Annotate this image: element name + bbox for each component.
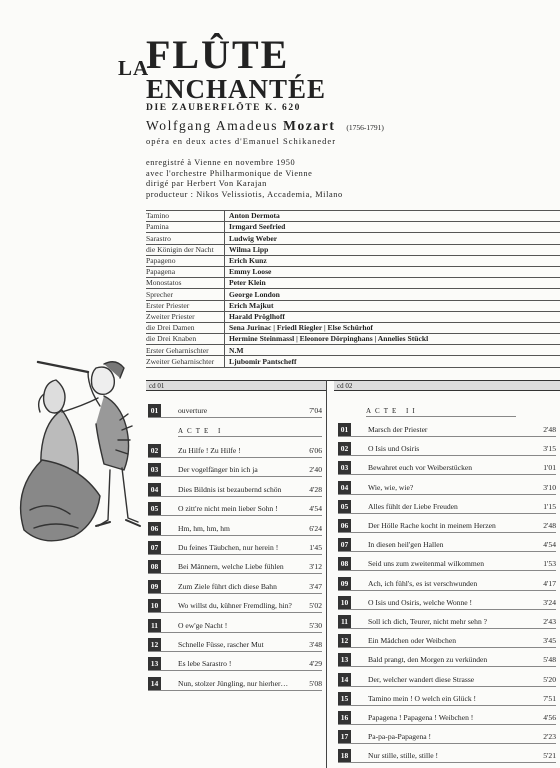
- cast-role: Erster Priester: [146, 300, 225, 311]
- track-title: ouverture: [178, 406, 208, 415]
- cast-role: Papagena: [146, 266, 225, 277]
- track-number: 14: [338, 673, 351, 686]
- track-title: Marsch der Priester: [368, 425, 428, 434]
- track-title: O zitt're nicht mein lieber Sohn !: [178, 504, 278, 514]
- cast-row: [146, 289, 560, 300]
- track-number: 08: [338, 557, 351, 570]
- track-row[interactable]: [148, 483, 322, 497]
- track-duration: 7'51: [543, 693, 556, 703]
- track-duration: 1'53: [543, 559, 556, 569]
- track-number: 17: [338, 730, 351, 743]
- track-number: 05: [338, 500, 351, 513]
- track-duration: 5'48: [543, 655, 556, 665]
- track-title: Seid uns zum zweitenmal wilkommen: [368, 559, 484, 569]
- track-title: Zum Ziele führt dich diese Bahn: [178, 581, 277, 591]
- track-row[interactable]: [148, 444, 322, 458]
- track-row[interactable]: [148, 404, 322, 418]
- cast-role: Zweiter Geharnischter: [146, 356, 225, 367]
- track-row[interactable]: [338, 461, 556, 475]
- cast-role: die Drei Knaben: [146, 334, 225, 345]
- cast-singer: Wilma Lipp: [225, 244, 560, 255]
- track-title: Dies Bildnis ist bezaubernd schön: [178, 484, 282, 494]
- track-title: Tamino mein ! O welch ein Glück !: [368, 693, 477, 703]
- cast-row: [146, 356, 560, 367]
- track-row[interactable]: [148, 677, 322, 691]
- track-duration: 1'01: [543, 463, 556, 473]
- track-row[interactable]: [338, 519, 556, 533]
- cast-row: [146, 211, 560, 222]
- track-number: 02: [148, 444, 161, 457]
- track-title: O ew'ge Nacht !: [178, 620, 228, 630]
- cast-row: [146, 244, 560, 255]
- track-number: 02: [338, 442, 351, 455]
- track-row[interactable]: [338, 596, 556, 610]
- track-duration: 1'45: [309, 543, 322, 552]
- track-title: Pa-pa-pa-Papagena !: [368, 732, 432, 742]
- cast-row: [146, 311, 560, 322]
- track-duration: 5'20: [543, 674, 556, 684]
- track-row[interactable]: [148, 541, 322, 555]
- track-duration: 3'10: [543, 482, 556, 492]
- track-title: Nur stille, stille, stille !: [368, 751, 439, 761]
- track-title: Schnelle Füsse, rascher Mut: [178, 640, 264, 649]
- track-number: 16: [338, 711, 351, 724]
- cast-singer: Erich Majkut: [225, 300, 560, 311]
- recording-info: [146, 158, 343, 200]
- track-duration: 6'24: [309, 523, 322, 533]
- cast-role: Sprecher: [146, 289, 225, 300]
- opera-line: opéra en deux actes d'Emanuel Schikaneder: [146, 136, 337, 146]
- track-row[interactable]: [148, 463, 322, 477]
- track-number: 07: [338, 538, 351, 551]
- cast-row: [146, 345, 560, 356]
- track-title: Wo willst du, kühner Fremdling, hin?: [178, 601, 292, 611]
- track-duration: 2'48: [543, 521, 556, 530]
- track-duration: 4'28: [309, 484, 322, 494]
- track-duration: 2'23: [543, 732, 556, 742]
- recording-line-3: dirigé par Herbert Von Karajan: [146, 179, 267, 189]
- track-number: 03: [338, 461, 351, 474]
- track-title: Bewahret euch vor Weiberstücken: [368, 463, 473, 473]
- cast-singer: Anton Dermota: [225, 211, 560, 222]
- cast-singer: Harald Pröglhoff: [225, 311, 560, 322]
- track-title: Der, welcher wandert diese Strasse: [368, 674, 475, 684]
- track-row[interactable]: [338, 730, 556, 744]
- track-row[interactable]: [148, 522, 322, 536]
- cast-singer: N.M: [225, 345, 560, 356]
- track-row[interactable]: [338, 577, 556, 591]
- track-duration: 7'04: [309, 406, 322, 415]
- track-duration: 2'43: [543, 617, 556, 626]
- track-title: Es lebe Sarastro !: [178, 659, 232, 669]
- cast-role: Sarastro: [146, 233, 225, 244]
- title-enchantee: ENCHANTÉE: [146, 74, 327, 104]
- track-title: Wie, wie, wie?: [368, 482, 414, 492]
- track-row[interactable]: [338, 615, 556, 629]
- track-number: 14: [148, 677, 161, 690]
- track-number: 12: [148, 638, 161, 651]
- cast-row: [146, 300, 560, 311]
- track-row[interactable]: [338, 673, 556, 687]
- track-number: 07: [148, 541, 161, 554]
- cd2-label: cd 02: [334, 380, 560, 391]
- track-duration: 6'06: [309, 446, 322, 455]
- recording-line-2: avec l'orchestre Philharmonique de Vienne: [146, 168, 313, 178]
- track-title: Soll ich dich, Teurer, nicht mehr sehn ?: [368, 617, 488, 626]
- cast-role: Monostatos: [146, 278, 225, 289]
- track-number: 01: [148, 404, 161, 417]
- track-number: 04: [338, 481, 351, 494]
- cast-role: Tamino: [146, 211, 225, 222]
- track-title: Ein Mädchen oder Weibchen: [368, 636, 457, 646]
- track-number: 05: [148, 502, 161, 515]
- papageno-illustration: [0, 340, 145, 580]
- cast-role: die Drei Damen: [146, 322, 225, 333]
- track-number: 11: [338, 615, 351, 628]
- track-title: Bei Männern, welche Liebe fühlen: [178, 562, 284, 572]
- cd1-acte-heading: ACTE I: [178, 425, 322, 437]
- track-title: O Isis und Osiris: [368, 444, 420, 454]
- track-duration: 5'02: [309, 601, 322, 611]
- cast-role: Erster Geharnischter: [146, 345, 225, 356]
- track-number: 04: [148, 483, 161, 496]
- track-duration: 3'15: [543, 444, 556, 454]
- cast-role: Papageno: [146, 255, 225, 266]
- track-duration: 3'45: [543, 636, 556, 646]
- track-row[interactable]: [338, 481, 556, 495]
- track-duration: 3'48: [309, 640, 322, 649]
- track-title: Du feines Täubchen, nur herein !: [178, 543, 279, 552]
- composer-dates: (1756-1791): [346, 123, 384, 132]
- track-row[interactable]: [338, 538, 556, 552]
- recording-line-1: enregistré à Vienne en novembre 1950: [146, 158, 296, 167]
- cast-role: Zweiter Priester: [146, 311, 225, 322]
- cast-singer: Hermine Steinmassl | Eleonore Dörpinghans | Annelies Stückl: [225, 334, 560, 345]
- track-number: 06: [338, 519, 351, 532]
- track-row[interactable]: [338, 557, 556, 571]
- track-number: 03: [148, 463, 161, 476]
- track-row[interactable]: [148, 599, 322, 613]
- track-title: Ach, ich fühl's, es ist verschwunden: [368, 578, 478, 588]
- track-title: O Isis und Osiris, welche Wonne !: [368, 597, 473, 607]
- composer-last-name: Mozart: [283, 118, 336, 133]
- track-title: Papagena ! Papagena ! Weibchen !: [368, 713, 474, 722]
- track-title: In diesen heil'gen Hallen: [368, 540, 444, 550]
- track-duration: 3'47: [309, 581, 322, 591]
- cast-singer: Sena Jurinac | Friedl Riegler | Else Schürhof: [225, 322, 560, 333]
- cast-table: [146, 210, 560, 368]
- recording-line-4: producteur : Nikos Velissiotis, Accademia, Milano: [146, 189, 343, 199]
- title-la: LA: [118, 56, 150, 80]
- cast-role: die Königin der Nacht: [146, 244, 225, 255]
- track-row[interactable]: [148, 560, 322, 574]
- cast-singer: George London: [225, 289, 560, 300]
- cast-singer: Peter Klein: [225, 278, 560, 289]
- track-number: 10: [148, 599, 161, 612]
- track-number: 15: [338, 692, 351, 705]
- cd-header-line: [326, 380, 334, 381]
- track-duration: 5'08: [309, 678, 322, 688]
- track-title: Hm, hm, hm, hm: [178, 523, 230, 533]
- track-row[interactable]: [148, 657, 322, 671]
- track-number: 10: [338, 596, 351, 609]
- track-title: Der vogelfänger bin ich ja: [178, 465, 258, 475]
- track-duration: 5'21: [543, 751, 556, 761]
- track-title: Nun, stolzer Jüngling, nur hierher…: [178, 678, 289, 688]
- title-flute: FLÛTE: [146, 32, 290, 77]
- track-title: Bald prangt, den Morgen zu verkünden: [368, 655, 488, 665]
- track-row[interactable]: [148, 580, 322, 594]
- cast-row: [146, 255, 560, 266]
- composer-first-names: Wolfgang Amadeus: [146, 118, 279, 133]
- track-number: 08: [148, 560, 161, 573]
- track-row[interactable]: [338, 423, 556, 437]
- track-duration: 4'17: [543, 578, 556, 588]
- cast-row: [146, 266, 560, 277]
- track-title: Zu Hilfe ! Zu Hilfe !: [178, 446, 241, 455]
- track-title: Alles fühlt der Liebe Freuden: [368, 501, 458, 511]
- cast-singer: Ljubomir Pantscheff: [225, 356, 560, 367]
- cd2-acte-heading: ACTE II: [366, 405, 516, 417]
- cast-singer: Ludwig Weber: [225, 233, 560, 244]
- track-number: 13: [338, 653, 351, 666]
- track-row[interactable]: [338, 692, 556, 706]
- track-duration: 4'29: [309, 659, 322, 669]
- track-duration: 1'15: [543, 501, 556, 511]
- composer: [146, 118, 384, 134]
- cast-singer: Erich Kunz: [225, 255, 560, 266]
- cast-row: [146, 334, 560, 345]
- cast-row: [146, 322, 560, 333]
- track-number: 09: [338, 577, 351, 590]
- cast-role: Pamina: [146, 222, 225, 233]
- track-duration: 2'40: [309, 465, 322, 475]
- track-duration: 4'54: [309, 504, 322, 514]
- track-duration: 3'12: [309, 562, 322, 572]
- cast-row: [146, 233, 560, 244]
- track-duration: 5'30: [309, 620, 322, 630]
- track-row[interactable]: [338, 711, 556, 725]
- cd1-label: cd 01: [146, 380, 326, 391]
- track-row[interactable]: [338, 653, 556, 667]
- track-number: 12: [338, 634, 351, 647]
- track-row[interactable]: [148, 638, 322, 652]
- track-row[interactable]: [148, 619, 322, 633]
- track-number: 11: [148, 619, 161, 632]
- track-row[interactable]: [338, 749, 556, 763]
- track-number: 01: [338, 423, 351, 436]
- cast-singer: Irmgard Seefried: [225, 222, 560, 233]
- track-row[interactable]: [338, 442, 556, 456]
- cast-row: [146, 222, 560, 233]
- track-duration: 2'48: [543, 425, 556, 434]
- track-row[interactable]: [338, 634, 556, 648]
- track-number: 18: [338, 749, 351, 762]
- cast-singer: Emmy Loose: [225, 266, 560, 277]
- track-number: 09: [148, 580, 161, 593]
- track-row[interactable]: [338, 500, 556, 514]
- track-duration: 4'56: [543, 713, 556, 722]
- track-duration: 3'24: [543, 597, 556, 607]
- track-duration: 4'54: [543, 540, 556, 550]
- track-number: 06: [148, 522, 161, 535]
- cast-row: [146, 278, 560, 289]
- track-title: Der Hölle Rache kocht in meinem Herzen: [368, 521, 496, 530]
- subtitle: DIE ZAUBERFLÖTE K. 620: [146, 103, 302, 113]
- track-row[interactable]: [148, 502, 322, 516]
- column-divider: [326, 380, 327, 768]
- track-number: 13: [148, 657, 161, 670]
